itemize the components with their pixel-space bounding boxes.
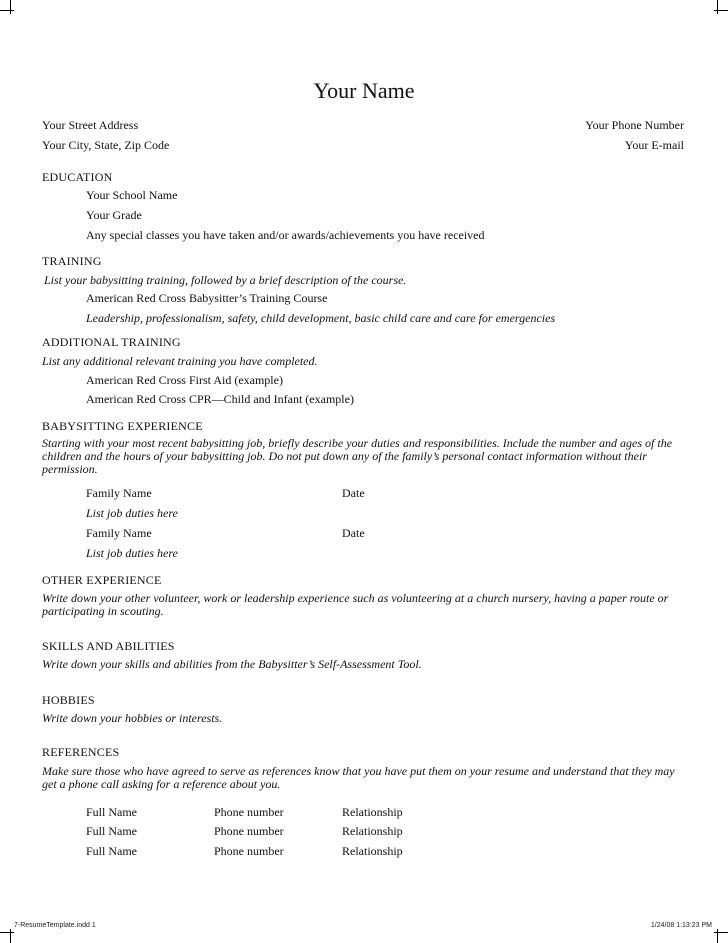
family-name: Family Name	[86, 486, 152, 500]
print-timestamp: 1/24/08 1:13:23 PM	[650, 922, 712, 929]
reference-name: Full Name	[86, 844, 137, 858]
reference-phone: Phone number	[214, 824, 284, 838]
training-heading: TRAINING	[42, 254, 102, 268]
crop-mark	[10, 0, 11, 14]
reference-name: Full Name	[86, 824, 137, 838]
family-name: Family Name	[86, 526, 152, 540]
additional-training-item: American Red Cross CPR—Child and Infant (example)	[86, 392, 354, 406]
hobbies-instruction: Write down your hobbies or interests.	[42, 711, 223, 725]
email: Your E-mail	[624, 138, 684, 152]
reference-relationship: Relationship	[342, 805, 403, 819]
job-duties: List job duties here	[86, 506, 178, 520]
school-name: Your School Name	[86, 188, 178, 202]
training-course: American Red Cross Babysitter’s Training Course	[86, 291, 328, 305]
reference-name: Full Name	[86, 805, 137, 819]
phone-number: Your Phone Number	[585, 118, 684, 132]
education-heading: EDUCATION	[42, 170, 113, 184]
job-duties: List job duties here	[86, 546, 178, 560]
other-experience-instruction: Write down your other volunteer, work or leadership experience such as volunteering at a church nursery, having a paper route or participating in scouting.	[42, 591, 669, 618]
file-slug: 7-ResumeTemplate.indd 1	[14, 922, 96, 929]
crop-mark	[0, 932, 14, 933]
references-heading: REFERENCES	[42, 745, 120, 759]
crop-mark	[714, 932, 728, 933]
skills-heading: SKILLS AND ABILITIES	[42, 639, 175, 653]
reference-relationship: Relationship	[342, 844, 403, 858]
additional-training-item: American Red Cross First Aid (example)	[86, 373, 283, 387]
references-instruction: Make sure those who have agreed to serve as references know that you have put them on your resume and understand that they may get a phone call asking for a reference about you.	[42, 764, 675, 791]
crop-mark	[0, 10, 14, 11]
street-address: Your Street Address	[42, 118, 139, 132]
grade: Your Grade	[86, 208, 142, 222]
babysitting-heading: BABYSITTING EXPERIENCE	[42, 419, 203, 433]
training-instruction: List your babysitting training, followed by a brief description of the course.	[44, 273, 407, 287]
crop-mark	[714, 10, 728, 11]
reference-phone: Phone number	[214, 844, 284, 858]
crop-mark	[717, 0, 718, 14]
job-date: Date	[342, 526, 365, 540]
job-date: Date	[342, 486, 365, 500]
reference-phone: Phone number	[214, 805, 284, 819]
other-experience-heading: OTHER EXPERIENCE	[42, 573, 162, 587]
babysitting-instruction: Starting with your most recent babysitting job, briefly describe your duties and responsibilities. Include the number and ages of the children and the hours of your babysitting job. Do not put down any of the family’s personal contact information without their permission.	[42, 436, 673, 476]
reference-relationship: Relationship	[342, 824, 403, 838]
city-state-zip: Your City, State, Zip Code	[42, 138, 170, 152]
resume-name: Your Name	[313, 78, 415, 103]
additional-training-instruction: List any additional relevant training you have completed.	[42, 354, 318, 368]
skills-instruction: Write down your skills and abilities from the Babysitter’s Self-Assessment Tool.	[42, 657, 422, 671]
awards: Any special classes you have taken and/or awards/achievements you have received	[86, 228, 485, 242]
training-description: Leadership, professionalism, safety, child development, basic child care and care for emergencies	[86, 311, 556, 325]
additional-training-heading: ADDITIONAL TRAINING	[42, 335, 181, 349]
hobbies-heading: HOBBIES	[42, 693, 95, 707]
